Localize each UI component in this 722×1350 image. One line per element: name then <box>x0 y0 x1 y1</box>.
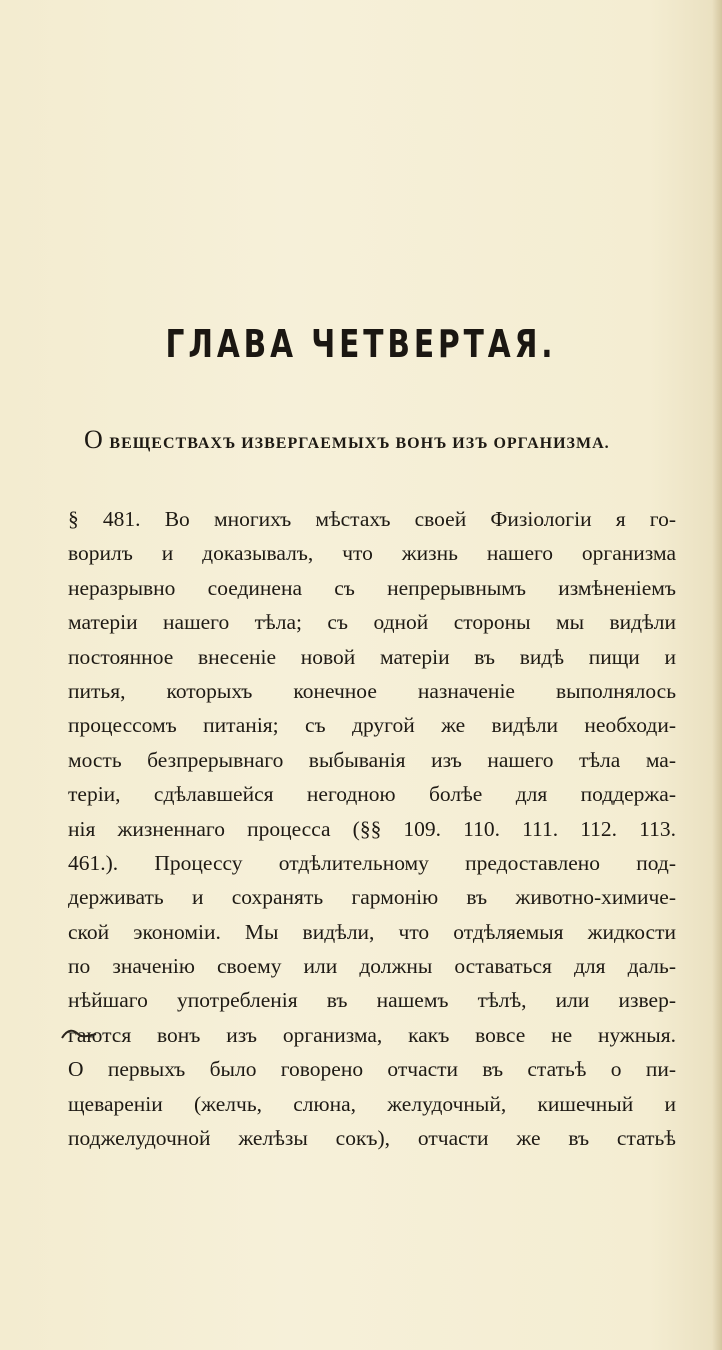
text-line: 461.). Процессу отдѣлительному предоставлено под- <box>68 850 676 875</box>
text-line: питья, которыхъ конечное назначенiе выполнялось <box>68 678 676 703</box>
text-line: гаются вонъ изъ организма, какъ вовсе не нужныя. <box>68 1022 676 1047</box>
text-line: неразрывно соединена съ непрерывнымъ измѣненiемъ <box>68 575 676 600</box>
text-line: по значенiю своему или должны оставаться для даль- <box>68 954 676 979</box>
text-line: поджелудочной желѣзы сокъ), отчасти же въ статьѣ <box>68 1126 676 1151</box>
text-line: нiя жизненнаго процесса (§§ 109. 110. 111. 112. 113. <box>68 816 676 841</box>
text-line: ворилъ и доказывалъ, что жизнь нашего организма <box>68 541 676 566</box>
chapter-subtitle <box>84 425 684 455</box>
chapter-title: ГЛАВА ЧЕТВЕРТАЯ. <box>165 322 557 366</box>
text-line: § 481. Во многихъ мѣстахъ своей Физiологiи я го- <box>68 507 676 531</box>
subtitle-rest: ВЕЩЕСТВАХЪ ИЗВЕРГАЕМЫХЪ ВОНЪ ИЗЪ ОРГАНИЗМА. <box>109 435 610 452</box>
text-line: терiи, сдѣлавшейся негодною болѣе для поддержа- <box>68 782 676 807</box>
text-line: щеваренiи (желчь, слюна, желудочный, кишечный и <box>68 1091 676 1116</box>
text-line: процессомъ питанiя; съ другой же видѣли необходи- <box>68 713 676 738</box>
text-line: О первыхъ было говорено отчасти въ статьѣ о пи- <box>68 1057 676 1082</box>
text-line: постоянное внесенiе новой матерiи въ видѣ пищи и <box>68 644 676 669</box>
subtitle-initial: О <box>84 425 104 454</box>
text-line: держивать и сохранять гармонiю въ животно-химиче- <box>68 885 676 910</box>
text-line: ской экономiи. Мы видѣли, что отдѣляемыя жидкости <box>68 919 676 944</box>
flourish-mark <box>60 1026 100 1042</box>
text-line: мость безпрерывнаго выбыванiя изъ нашего тѣла ма- <box>68 747 676 772</box>
text-line: матерiи нашего тѣла; съ одной стороны мы видѣли <box>68 610 676 635</box>
body-text <box>68 502 676 1155</box>
text-line: нѣйшаго употребленiя въ нашемъ тѣлѣ, или извер- <box>68 988 676 1013</box>
page-edge-shadow <box>712 0 722 1350</box>
